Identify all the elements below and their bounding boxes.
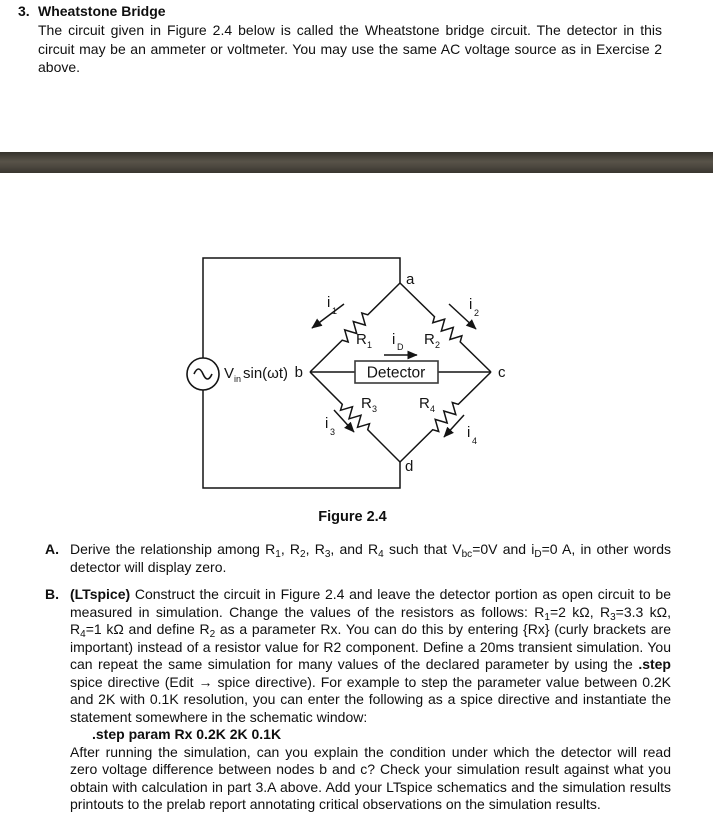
resistor-label-r4 — [419, 395, 435, 414]
svg-text:3: 3 — [372, 404, 378, 414]
item-a — [45, 541, 671, 576]
svg-text:i: i — [392, 331, 396, 348]
current-label-id — [392, 331, 404, 352]
divider-bar — [0, 152, 713, 173]
svg-text:D: D — [397, 342, 404, 352]
item-b-paragraph-2: After running the simulation, can you explain the condition under which the detector will read zero voltage difference between nodes b and c? Check your simulation result against what you obtain with calculation in part 3.A above. Add your LTspice schematics and the simulation results printouts to the prelab report annotating critical observations on the simulation results. — [70, 743, 671, 812]
resistor-r3 — [310, 372, 400, 462]
svg-text:R: R — [424, 331, 435, 348]
section-title: Wheatstone Bridge — [38, 3, 166, 19]
svg-text:sin(ωt): sin(ωt) — [243, 365, 289, 382]
svg-text:4: 4 — [430, 404, 436, 414]
current-label-i1 — [327, 294, 337, 316]
item-a-text: Derive the relationship among $R_1$, $R_2$, $R_3$, and $R_4$ such that $V_{bc}=0V$ and $i_D=0$ A, in other words detector will display zero. — [70, 541, 672, 575]
ac-source-icon — [187, 358, 219, 390]
section-intro: The circuit given in Figure 2.4 below is called the Wheatstone bridge circuit. The detector in this circuit may be an ammeter or voltmeter. You may use the same AC voltage source as in Exercise 2 above. — [38, 21, 662, 76]
svg-text:i: i — [325, 415, 329, 432]
item-b-label: B. — [45, 586, 59, 602]
current-label-i4 — [467, 424, 477, 446]
resistor-r1 — [310, 283, 400, 372]
circuit-diagram — [0, 253, 713, 493]
item-b — [45, 586, 671, 814]
resistor-label-r1 — [356, 331, 372, 350]
svg-text:3: 3 — [330, 427, 336, 437]
svg-text:4: 4 — [472, 436, 478, 446]
spice-directive-line: .step param Rx 0.2K 2K 0.1K — [92, 726, 282, 742]
svg-text:R: R — [419, 395, 430, 412]
svg-text:1: 1 — [367, 340, 373, 350]
node-label-d: d — [405, 458, 414, 475]
current-label-i2 — [469, 296, 479, 318]
svg-text:V: V — [224, 365, 235, 382]
current-label-i3 — [325, 415, 335, 437]
svg-text:i: i — [467, 424, 471, 441]
resistor-r2 — [400, 283, 491, 372]
node-label-c: c — [498, 364, 506, 381]
svg-text:2: 2 — [474, 308, 480, 318]
detector-label: Detector — [366, 364, 426, 382]
svg-text:i: i — [469, 296, 473, 313]
svg-text:in: in — [234, 374, 242, 384]
question-items — [45, 541, 671, 824]
svg-text:i: i — [327, 294, 331, 311]
source-label — [224, 365, 288, 384]
section-heading — [18, 2, 662, 77]
resistor-r4 — [400, 372, 491, 462]
item-a-label: A. — [45, 541, 59, 557]
node-label-b: b — [294, 364, 303, 381]
node-label-a: a — [406, 271, 415, 288]
item-b-paragraph-1: (LTspice) Construct the circuit in Figure 2.4 and leave the detector portion as open circuit to be measured in simulation. Change the values of the resistors as follows: $R_1=2$ kΩ, $R_3=3.3$ kΩ, $R_4=1$ kΩ and define $R_2$ as a parameter Rx. You can do this by entering {Rx} (curly brackets are important) instead of a resistor value for R2 component. Define a 20ms transient simulation. You can repeat the same simulation for many values of the declared parameter by using the .step spice directive (Edit → spice directive). For example to step the parameter value between 0.2K and 2K with 0.1K resolution, you can enter the following as a spice directive and instantiate the statement somewhere in the schematic window: — [70, 586, 671, 725]
svg-text:R: R — [356, 331, 367, 348]
section-number: 3. — [18, 3, 30, 19]
resistor-label-r3 — [361, 395, 377, 414]
svg-text:R: R — [361, 395, 372, 412]
current-arrow-i4 — [444, 415, 464, 437]
svg-text:1: 1 — [332, 306, 338, 316]
svg-text:2: 2 — [435, 340, 441, 350]
resistor-label-r2 — [424, 331, 440, 350]
figure-caption: Figure 2.4 — [318, 509, 387, 525]
